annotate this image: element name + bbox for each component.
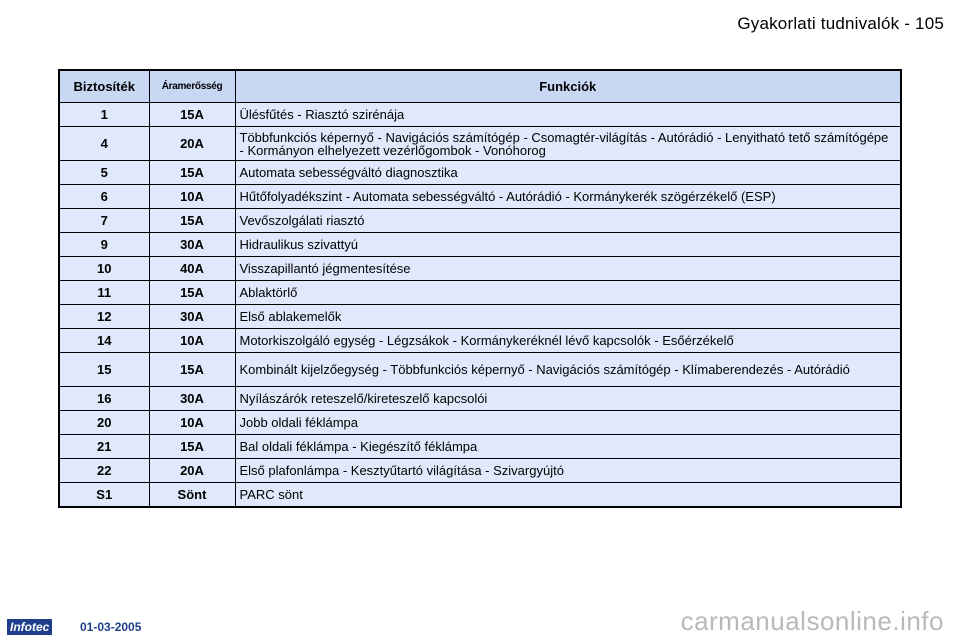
fuse-table (58, 69, 902, 508)
function-cell: Ülésfűtés - Riasztó szirénája (235, 103, 901, 127)
amp-cell: 15A (149, 103, 235, 127)
table-row (59, 459, 901, 483)
function-cell: Első ablakemelők (235, 305, 901, 329)
fuse-cell: 15 (59, 353, 149, 387)
table-row (59, 127, 901, 161)
function-cell: Első plafonlámpa - Kesztyűtartó világítása - Szivargyújtó (235, 459, 901, 483)
table-row (59, 305, 901, 329)
table-row (59, 185, 901, 209)
fuse-cell: 7 (59, 209, 149, 233)
fuse-cell: 11 (59, 281, 149, 305)
amp-cell: 15A (149, 353, 235, 387)
table-row (59, 353, 901, 387)
function-cell: Automata sebességváltó diagnosztika (235, 161, 901, 185)
header-fuse: Biztosíték (59, 70, 149, 103)
function-cell: Vevőszolgálati riasztó (235, 209, 901, 233)
fuse-cell: 1 (59, 103, 149, 127)
table-header-row (59, 70, 901, 103)
fuse-cell: 21 (59, 435, 149, 459)
function-cell: Kombinált kijelzőegység - Többfunkciós képernyő - Navigációs számítógép - Klímaberendezés - Autórádió (235, 353, 901, 387)
amp-cell: 10A (149, 185, 235, 209)
table-row (59, 233, 901, 257)
function-cell: Jobb oldali féklámpa (235, 411, 901, 435)
fuse-cell: 9 (59, 233, 149, 257)
function-cell: Nyílászárók reteszelő/kireteszelő kapcsolói (235, 387, 901, 411)
function-cell: Bal oldali féklámpa - Kiegészítő féklámpa (235, 435, 901, 459)
table-row (59, 209, 901, 233)
amp-cell: 30A (149, 387, 235, 411)
amp-cell: 20A (149, 127, 235, 161)
fuse-cell: 22 (59, 459, 149, 483)
fuse-cell: S1 (59, 483, 149, 508)
table-row (59, 483, 901, 508)
amp-cell: 15A (149, 435, 235, 459)
function-cell: Motorkiszolgáló egység - Légzsákok - Kormánykeréknél lévő kapcsolók - Esőérzékelő (235, 329, 901, 353)
table-row (59, 103, 901, 127)
table-row (59, 435, 901, 459)
table-row (59, 387, 901, 411)
page-title: Gyakorlati tudnivalók - 105 (737, 14, 944, 33)
header-functions: Funkciók (235, 70, 901, 103)
fuse-cell: 10 (59, 257, 149, 281)
table-row (59, 329, 901, 353)
amp-cell: 15A (149, 161, 235, 185)
function-cell: Ablaktörlő (235, 281, 901, 305)
table-row (59, 411, 901, 435)
infotec-logo: Infotec (7, 619, 52, 635)
table-row (59, 161, 901, 185)
function-cell: Többfunkciós képernyő - Navigációs számítógép - Csomagtér-világítás - Autórádió - Lenyitható tető számítógépe - Kormányon elhelyezett vezérlőgombok - Vonóhorog (235, 127, 901, 161)
function-cell: PARC sönt (235, 483, 901, 508)
table-row (59, 257, 901, 281)
footer-date: 01-03-2005 (80, 620, 142, 634)
table-row (59, 281, 901, 305)
fuse-cell: 6 (59, 185, 149, 209)
fuse-cell: 5 (59, 161, 149, 185)
amp-cell: Sönt (149, 483, 235, 508)
function-cell: Hűtőfolyadékszint - Automata sebességváltó - Autórádió - Kormánykerék szögérzékelő (ESP) (235, 185, 901, 209)
amp-cell: 30A (149, 233, 235, 257)
watermark: carmanualsonline.info (680, 606, 944, 636)
header-amperage: Áramerősség (149, 70, 235, 103)
fuse-cell: 16 (59, 387, 149, 411)
amp-cell: 10A (149, 329, 235, 353)
amp-cell: 15A (149, 209, 235, 233)
fuse-cell: 14 (59, 329, 149, 353)
fuse-cell: 20 (59, 411, 149, 435)
amp-cell: 15A (149, 281, 235, 305)
amp-cell: 40A (149, 257, 235, 281)
function-cell: Hidraulikus szivattyú (235, 233, 901, 257)
fuse-cell: 4 (59, 127, 149, 161)
amp-cell: 10A (149, 411, 235, 435)
function-cell: Visszapillantó jégmentesítése (235, 257, 901, 281)
amp-cell: 20A (149, 459, 235, 483)
amp-cell: 30A (149, 305, 235, 329)
fuse-cell: 12 (59, 305, 149, 329)
